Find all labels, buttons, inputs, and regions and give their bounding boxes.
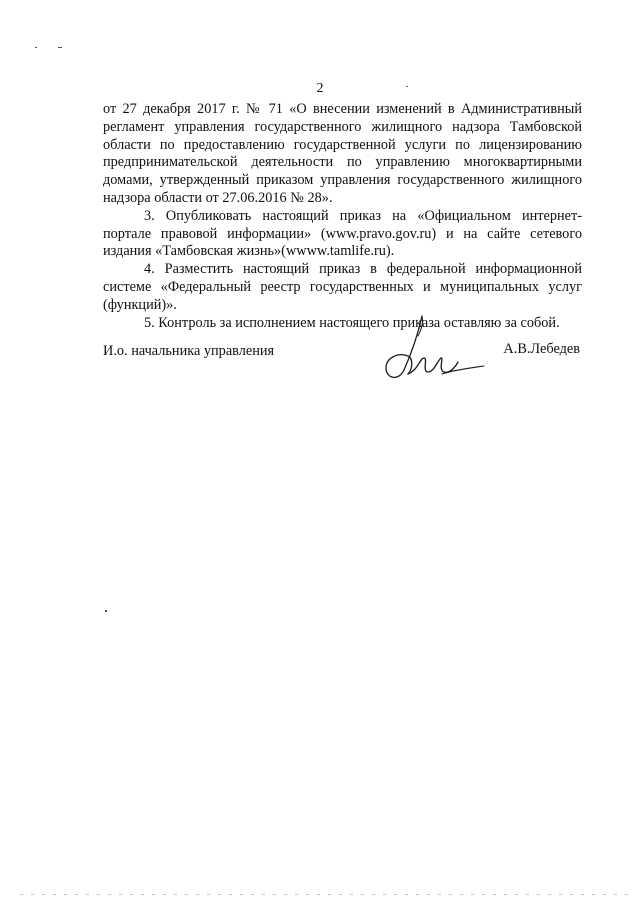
page-number: 2 (316, 81, 324, 96)
paragraph-4-register: 4. Разместить настоящий приказ в федеральной информационной системе «Федеральный реестр государственных и муниципальных услуг (функций)». (103, 261, 582, 313)
scan-speck (105, 610, 107, 612)
scan-speck (35, 47, 37, 48)
signer-position: И.о. начальника управления (103, 343, 275, 359)
signature-block (103, 343, 582, 383)
paragraph-continuation: от 27 декабря 2017 г. № 71 «О внесении изменений в Административный регламент управления государственного жилищного надзора Тамбовской области по предоставлению государственной услуги по лицензированию предпринимательской деятельности по управлению многоквартирными домами, утвержденный приказом управления государственного жилищного надзора области от 27.06.2016 № 28». (103, 101, 582, 206)
scan-artifact-line (20, 894, 630, 895)
paragraph-3-publish: 3. Опубликовать настоящий приказ на «Официальном интернет-портале правовой информации» (www.pravo.gov.ru) и на сайте сетевого издания «Тамбовская жизнь»(wwww.tamlife.ru). (103, 207, 582, 260)
paragraph-5-control: 5. Контроль за исполнением настоящего приказа оставляю за собой. (144, 314, 560, 331)
document-body (103, 101, 582, 332)
signer-name: А.В.Лебедев (503, 341, 580, 357)
handwritten-signature-icon (378, 312, 488, 384)
scan-speck (58, 47, 62, 48)
